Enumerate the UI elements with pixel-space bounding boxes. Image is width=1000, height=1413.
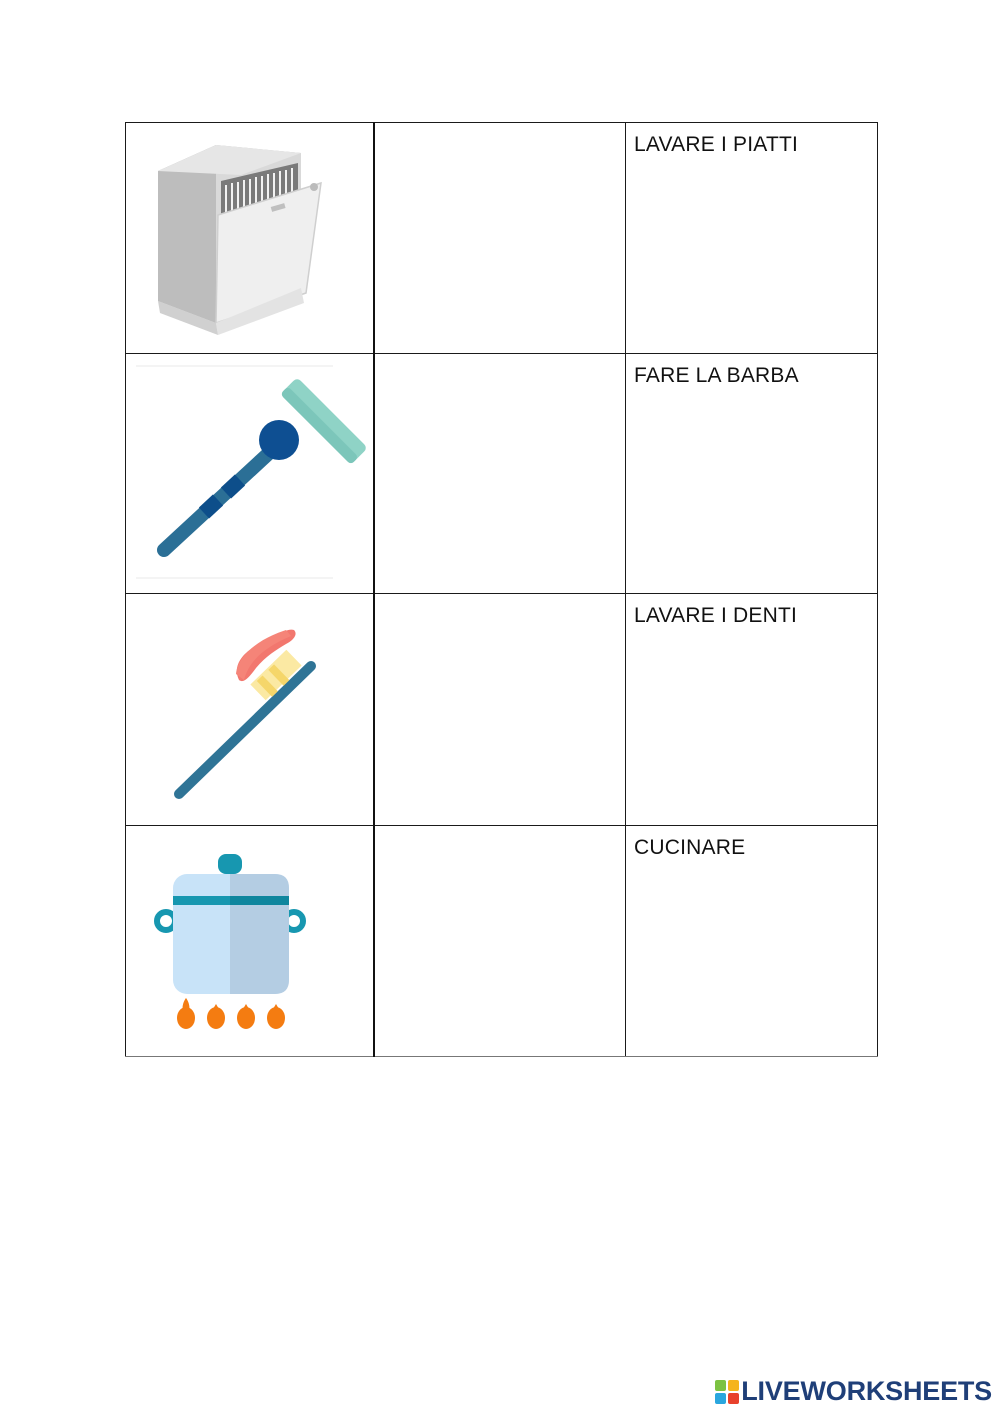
table-row [126, 123, 878, 354]
liveworksheets-logo[interactable] [715, 1376, 992, 1407]
answer-cell[interactable] [374, 594, 626, 826]
image-cell [126, 594, 374, 826]
activity-label: LAVARE I DENTI [634, 604, 798, 627]
dishwasher-icon [126, 123, 374, 353]
activity-label: CUCINARE [634, 836, 746, 859]
image-cell [126, 123, 374, 354]
worksheet-table [125, 122, 878, 1057]
answer-cell[interactable] [374, 826, 626, 1057]
activity-label: LAVARE I PIATTI [634, 133, 799, 156]
label-cell [626, 123, 878, 354]
razor-icon [126, 354, 374, 592]
label-cell [626, 594, 878, 826]
answer-cell[interactable] [374, 354, 626, 594]
image-cell [126, 354, 374, 594]
label-cell [626, 354, 878, 594]
liveworksheets-logo-icon [715, 1380, 739, 1404]
table-row [126, 354, 878, 594]
cooking-pot-icon [126, 826, 374, 1056]
table-row [126, 594, 878, 826]
label-cell [626, 826, 878, 1057]
activity-label: FARE LA BARBA [634, 364, 799, 387]
toothbrush-icon [126, 594, 374, 824]
brand-name: LIVEWORKSHEETS [741, 1376, 992, 1406]
image-cell [126, 826, 374, 1057]
table-row [126, 826, 878, 1057]
answer-cell[interactable] [374, 123, 626, 354]
